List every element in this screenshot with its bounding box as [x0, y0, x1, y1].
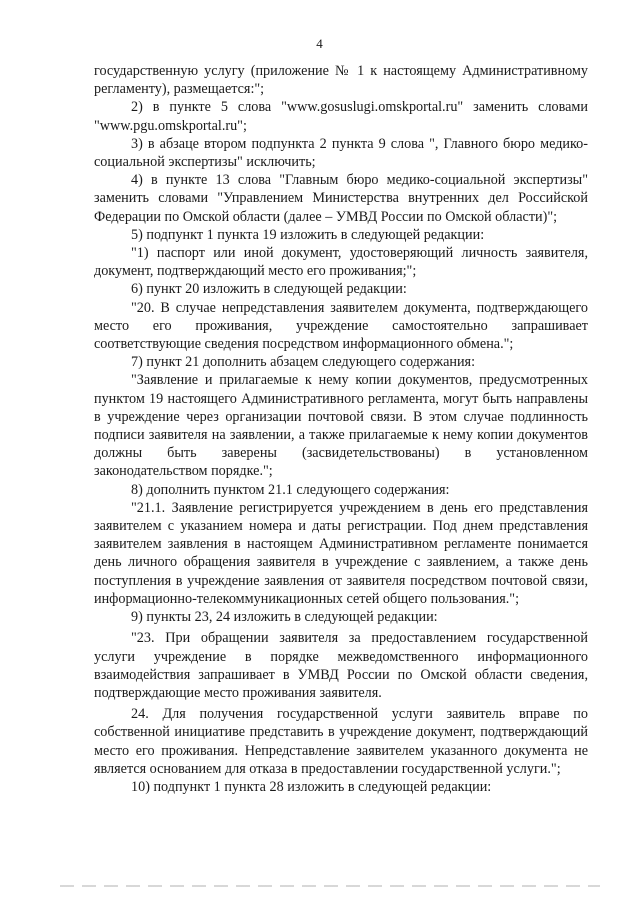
paragraph-1: государственную услугу (приложение № 1 к настоящему Административному регламенту), размещается:";: [94, 63, 588, 98]
paragraph-14: "23. При обращении заявителя за предоставлением государственной услуги учреждение в порядке межведомственного информационного взаимодействия запрашивает в УМВД России по Омской области сведения, подтверждающие место проживания заявителя.: [94, 630, 588, 701]
document-body: [94, 62, 588, 796]
paragraph-8: "20. В случае непредставления заявителем документа, подтверждающего место его проживания, учреждение самостоятельно запрашивает соответствующие сведения посредством информационного обмена.";: [94, 299, 588, 353]
paragraph-10: "Заявление и прилагаемые к нему копии документов, предусмотренных пунктом 19 настоящего Административного регламента, могут быть направлены в учреждение через организации почтовой связи. В этом случае подлинность подписи заявителя на заявлении, а также прилагаемые к нему копии документов должны быть заверены (засвидетельствованы) в установленном законодательством порядке.";: [94, 372, 588, 480]
paragraph-11: 8) дополнить пунктом 21.1 следующего содержания:: [131, 481, 450, 498]
page-number: 4: [316, 36, 323, 51]
paragraph-15: 24. Для получения государственной услуги заявитель вправе по собственной инициативе представить в учреждение документ, подтверждающий место его проживания. Непредставление заявителем указанного документа не является основанием для отказа в предоставлении государственной услуги.";: [94, 706, 588, 777]
paragraph-13: 9) пункты 23, 24 изложить в следующей редакции:: [131, 609, 438, 626]
paragraph-5: 5) подпункт 1 пункта 19 изложить в следующей редакции:: [131, 226, 485, 243]
paragraph-6: "1) паспорт или иной документ, удостоверяющий личность заявителя, документ, подтверждающий место его проживания;";: [94, 245, 588, 280]
paragraph-3: 3) в абзаце втором подпункта 2 пункта 9 слова ", Главного бюро медико-социальной экспертизы" исключить;: [94, 135, 588, 171]
paragraph-12: "21.1. Заявление регистрируется учреждением в день его представления заявителем с указанием номера и даты регистрации. Под днем представления заявителем заявления в настоящем Административном регламенте понимается день личного обращения заявителя в учреждение с заявлением, а также день поступления в учреждение заявления от заявителя посредством почтовой связи, информационно-телекоммуникационных сетей общего пользования.";: [94, 499, 588, 607]
paragraph-4: 4) в пункте 13 слова "Главным бюро медико-социальной экспертизы" заменить словами "Управлением Министерства внутренних дел Российской Федерации по Омской области (далее – УМВД России по Омской области)";: [94, 172, 588, 225]
paragraph-7: 6) пункт 20 изложить в следующей редакции:: [131, 281, 407, 298]
paragraph-16: 10) подпункт 1 пункта 28 изложить в следующей редакции:: [131, 778, 492, 795]
scan-edge-artifact: [60, 885, 600, 887]
paragraph-9: 7) пункт 21 дополнить абзацем следующего содержания:: [131, 354, 476, 371]
paragraph-2: 2) в пункте 5 слова "www.gosuslugi.omskportal.ru" заменить словами "www.pgu.omskportal.ru";: [94, 99, 588, 134]
